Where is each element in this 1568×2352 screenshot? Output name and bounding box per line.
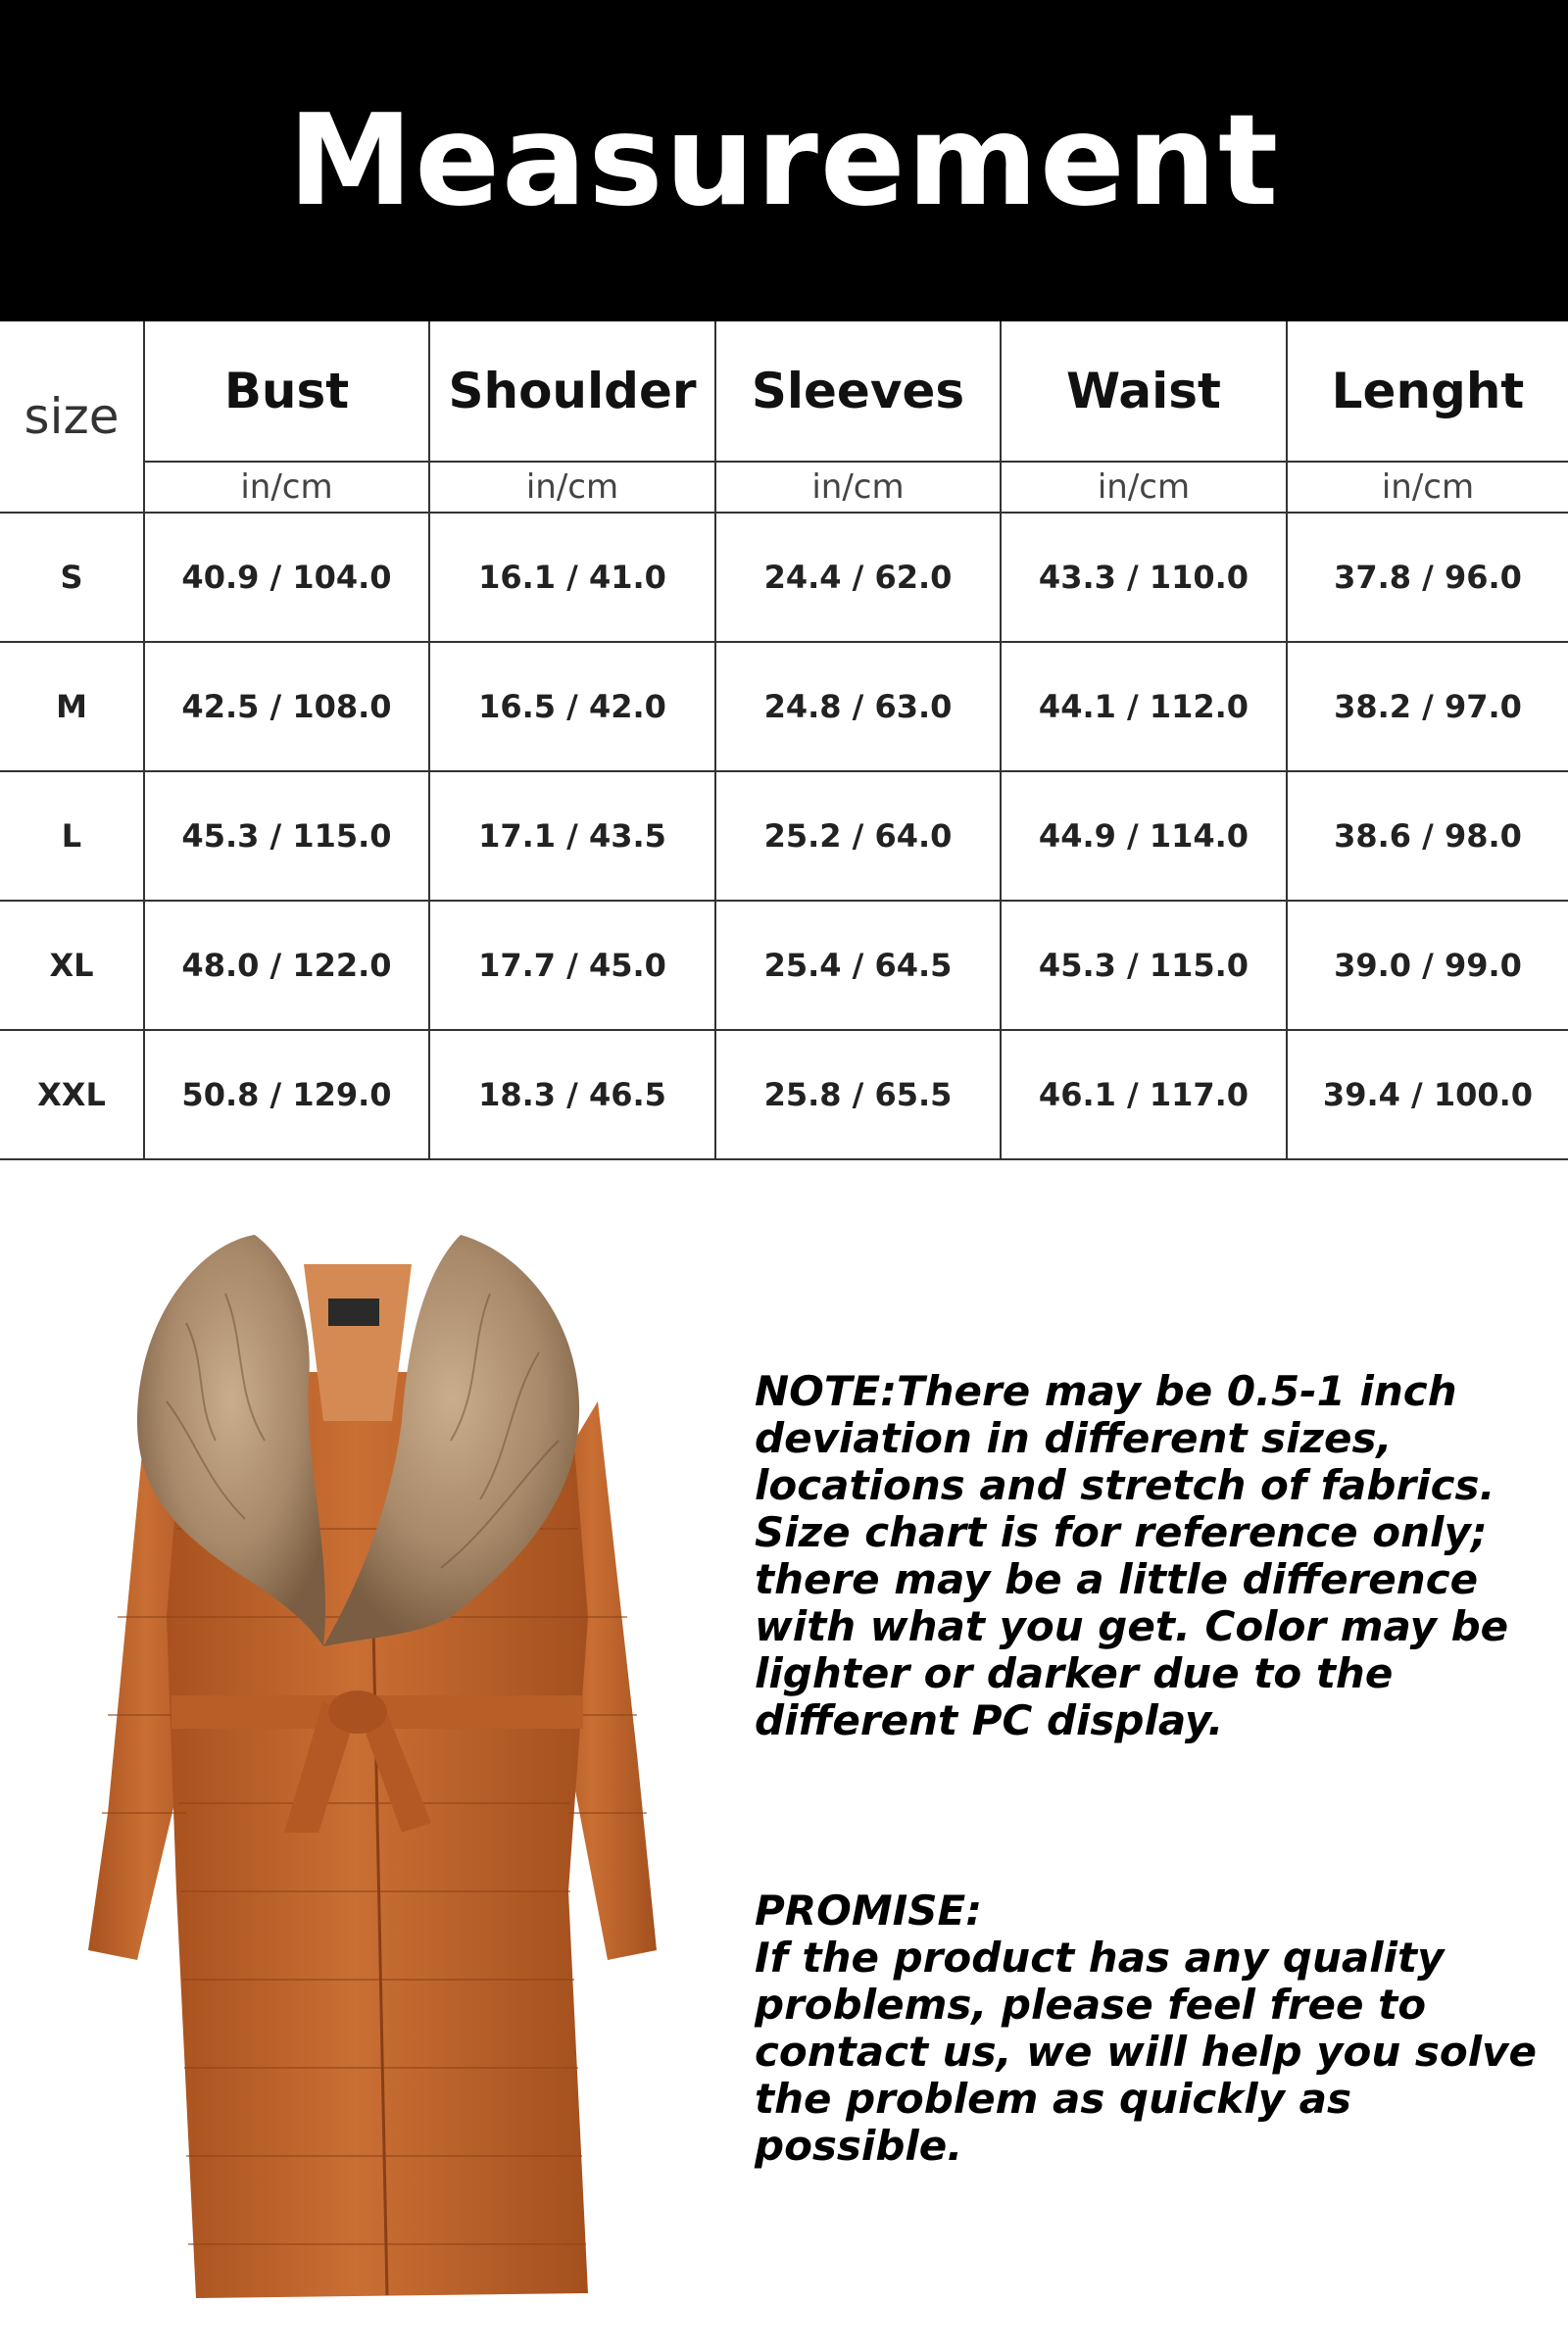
unit-label-waist: in/cm [1001, 462, 1287, 513]
table-header-row [0, 321, 1568, 462]
sleeves-cell: 25.8 / 65.5 [715, 1030, 1001, 1159]
shoulder-cell: 16.1 / 41.0 [429, 513, 715, 642]
sleeves-cell: 25.2 / 64.0 [715, 771, 1001, 901]
size-cell: M [0, 642, 144, 771]
table-row [0, 513, 1568, 642]
size-cell: XXL [0, 1030, 144, 1159]
sleeves-cell: 24.8 / 63.0 [715, 642, 1001, 771]
product-image [78, 1205, 686, 2313]
column-header-length: Lenght [1287, 321, 1568, 462]
waist-cell: 44.1 / 112.0 [1001, 642, 1287, 771]
table-row [0, 1030, 1568, 1159]
size-cell: XL [0, 901, 144, 1030]
shoulder-cell: 18.3 / 46.5 [429, 1030, 715, 1159]
shoulder-cell: 17.1 / 43.5 [429, 771, 715, 901]
bust-cell: 42.5 / 108.0 [144, 642, 429, 771]
header-banner [0, 0, 1568, 321]
promise-section [755, 1887, 1539, 2170]
note-text: NOTE:There may be 0.5-1 inch deviation in different sizes, locations and stretch of fabrics. Size chart is for reference only; there may be a little difference with what you get. Color may be lighter or darker due to the different PC display. [755, 1367, 1509, 1744]
sleeves-cell: 25.4 / 64.5 [715, 901, 1001, 1030]
page-title: Measurement [287, 87, 1281, 234]
promise-text: If the product has any quality problems, please feel free to contact us, we will help you solve the problem as quickly as possible. [755, 1934, 1537, 2170]
size-cell: L [0, 771, 144, 901]
bust-cell: 45.3 / 115.0 [144, 771, 429, 901]
coat-illustration-icon [78, 1205, 686, 2313]
bust-cell: 40.9 / 104.0 [144, 513, 429, 642]
waist-cell: 45.3 / 115.0 [1001, 901, 1287, 1030]
column-header-bust: Bust [144, 321, 429, 462]
length-cell: 37.8 / 96.0 [1287, 513, 1568, 642]
column-header-shoulder: Shoulder [429, 321, 715, 462]
length-cell: 38.2 / 97.0 [1287, 642, 1568, 771]
unit-label-length: in/cm [1287, 462, 1568, 513]
table-unit-row [0, 462, 1568, 513]
shoulder-cell: 17.7 / 45.0 [429, 901, 715, 1030]
waist-cell: 46.1 / 117.0 [1001, 1030, 1287, 1159]
table-row [0, 642, 1568, 771]
size-column-header: size [0, 321, 144, 513]
bust-cell: 48.0 / 122.0 [144, 901, 429, 1030]
size-cell: S [0, 513, 144, 642]
unit-label-sleeves: in/cm [715, 462, 1001, 513]
length-cell: 38.6 / 98.0 [1287, 771, 1568, 901]
waist-cell: 43.3 / 110.0 [1001, 513, 1287, 642]
column-header-waist: Waist [1001, 321, 1287, 462]
waist-cell: 44.9 / 114.0 [1001, 771, 1287, 901]
length-cell: 39.0 / 99.0 [1287, 901, 1568, 1030]
promise-heading: PROMISE: [755, 1886, 982, 1935]
unit-label-bust: in/cm [144, 462, 429, 513]
sleeves-cell: 24.4 / 62.0 [715, 513, 1001, 642]
shoulder-cell: 16.5 / 42.0 [429, 642, 715, 771]
table-row [0, 901, 1568, 1030]
table-row [0, 771, 1568, 901]
bust-cell: 50.8 / 129.0 [144, 1030, 429, 1159]
size-chart-table [0, 321, 1568, 1160]
length-cell: 39.4 / 100.0 [1287, 1030, 1568, 1159]
column-header-sleeves: Sleeves [715, 321, 1001, 462]
unit-label-shoulder: in/cm [429, 462, 715, 513]
